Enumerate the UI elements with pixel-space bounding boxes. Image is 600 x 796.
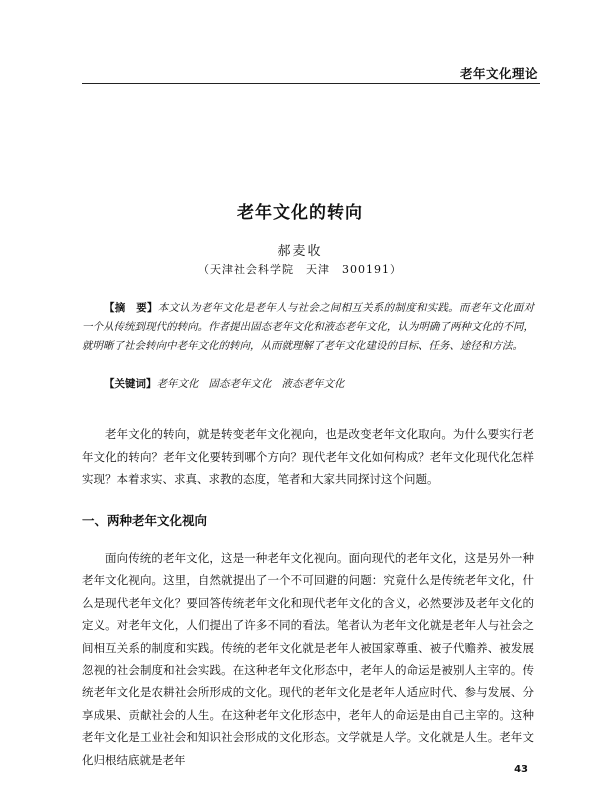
keyword: 固态老年文化 [208, 378, 272, 390]
header-rule [82, 83, 540, 84]
keyword: 液态老年文化 [281, 378, 345, 390]
article-author: 郝麦收 [277, 244, 323, 259]
body-paragraph: 面向传统的老年文化，这是一种老年文化视向。面向现代的老年文化，这是另外一种老年文化视向。这里，自然就提出了一个不可回避的问题：究竟什么是传统老年文化，什么是现代老年文化？要回答传统老年文化和现代老年文化的含义，必然要涉及老年文化的定义。对老年文化，人们提出了许多不同的看法。笔者认为老年文化就是老年人与社会之间相互关系的制度和实践。传统的老年文化就是老年人被国家尊重、被子代赡养、被发展忽视的社会制度和社会实践。在这种老年文化形态中，老年人的命运是被别人主宰的。传统老年文化是农耕社会所形成的文化。现代的老年文化是老年人适应时代、参与发展、分享成果、贡献社会的人生。在这种老年文化形态中，老年人的命运是由自己主宰的。这种老年文化是工业社会和知识社会形成的文化形态。文学就是人学。文化就是人生。老年文化归根结底就是老年 [82, 551, 534, 767]
intro-paragraph: 老年文化的转向，就是转变老年文化视向，也是改变老年文化取向。为什么要实行老年文化的转向？老年文化要转到哪个方向？现代老年文化如何构成？老年文化现代化怎样实现？本着求实、求真、求教的态度，笔者和大家共同探讨这个问题。 [82, 427, 534, 486]
page-number: 43 [514, 764, 528, 775]
article-title: 老年文化的转向 [237, 203, 363, 223]
abstract-label: 【摘 要】 [104, 302, 158, 314]
abstract-text: 本文认为老年文化是老年人与社会之间相互关系的制度和实践。而老年文化面对一个从传统到现代的转向。作者提出固态老年文化和液态老年文化，认为明确了两种文化的不同，就明晰了社会转向中老年文化的转向，从而就理解了老年文化建设的目标、任务、途径和方法。 [82, 302, 535, 352]
running-head-title: 老年文化理论 [459, 66, 538, 81]
section-heading: 一、两种老年文化视向 [82, 513, 208, 528]
author-affiliation: （天津社会科学院 天津 300191） [198, 263, 402, 276]
keywords [82, 375, 534, 394]
abstract [82, 299, 534, 356]
keyword: 老年文化 [156, 378, 199, 390]
keywords-label: 【关键词】 [104, 378, 157, 390]
